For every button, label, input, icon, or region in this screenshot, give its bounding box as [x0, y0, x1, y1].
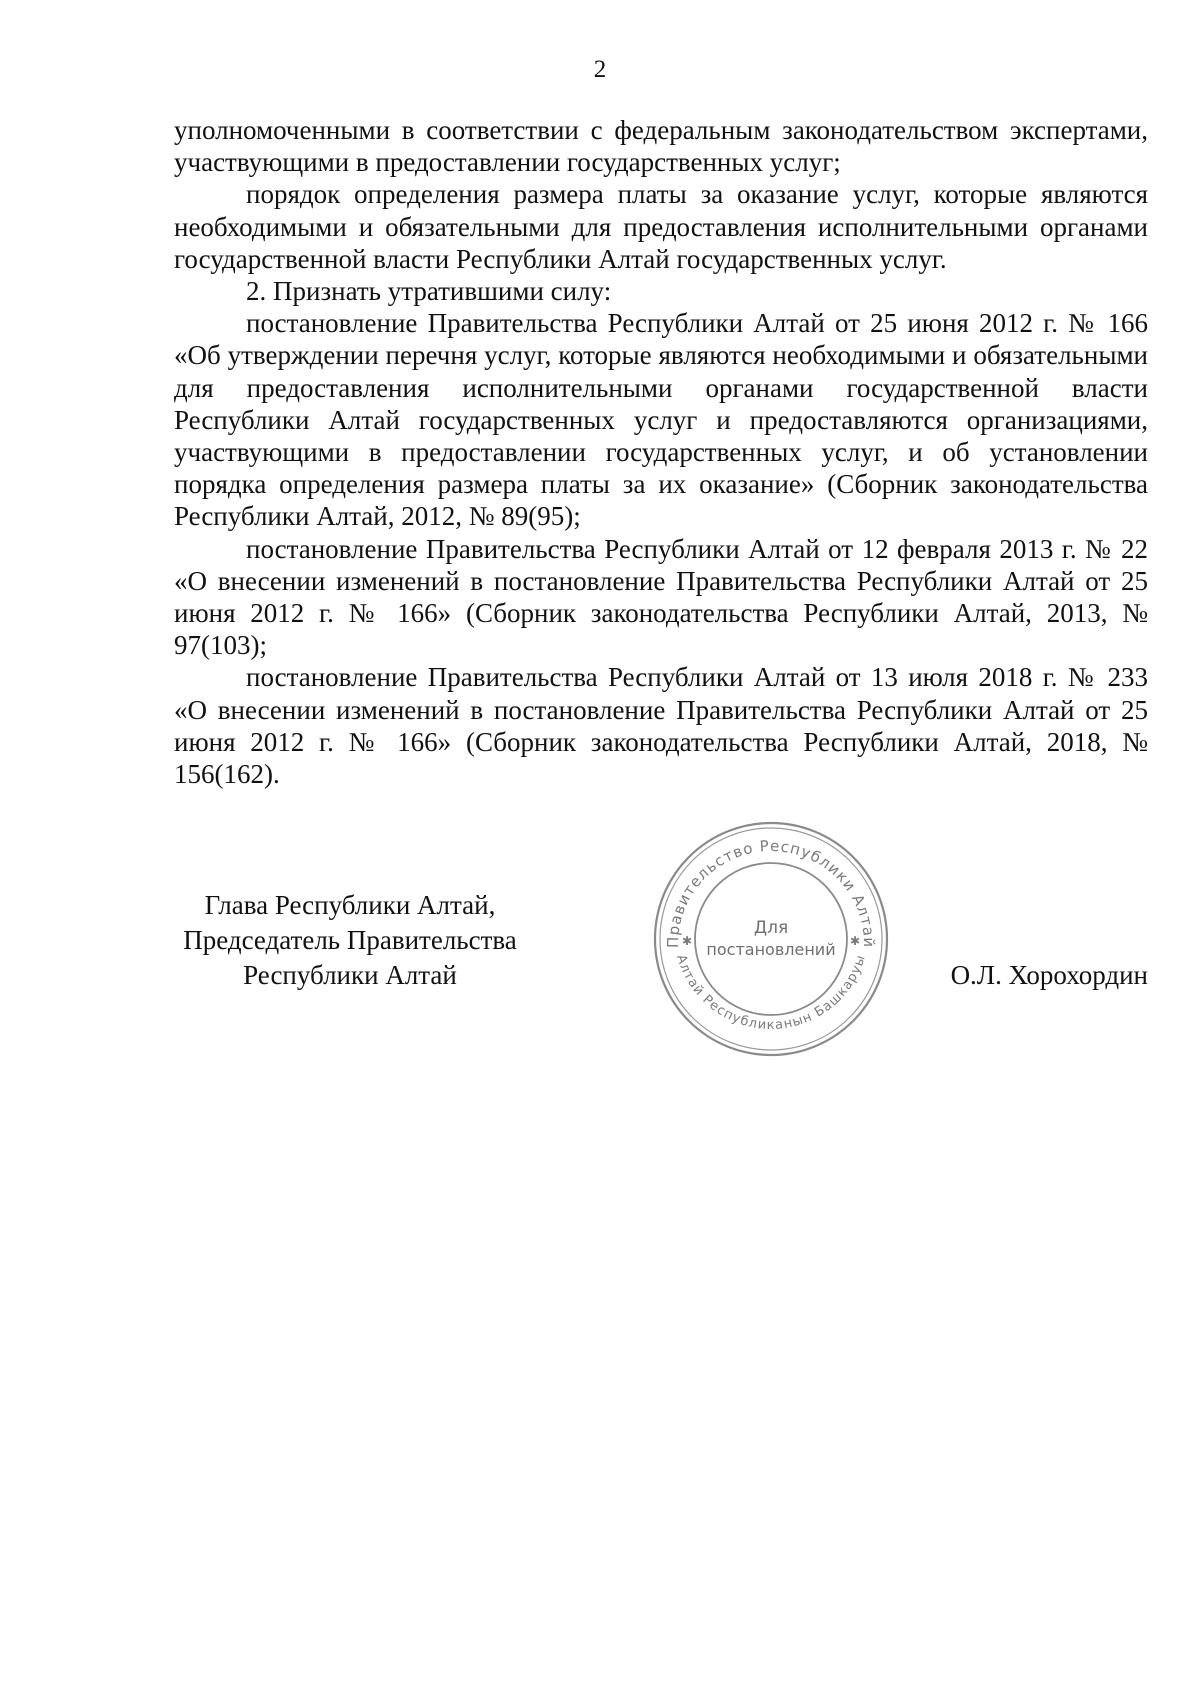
seal-outer-ring-inner	[660, 828, 882, 1050]
document-body	[174, 114, 1148, 790]
seal-graphic	[652, 820, 890, 1058]
signatory-title-line: Глава Республики Алтай,	[204, 890, 496, 920]
signatory-name: О.Л. Хорохордин	[950, 960, 1148, 990]
page-number: 2	[593, 56, 607, 83]
paragraph: 2. Признать утратившими силу:	[246, 276, 612, 307]
signatory-title	[160, 888, 540, 993]
paragraph: постановление Правительства Республики Алтай от 13 июля 2018 г. № 233 «О внесении изменений в постановление Правительства Республики Алтай от 25 июня 2012 г. № 166» (Сборник законодательства Республики Алтай, 2018, № 156(162).	[174, 662, 1148, 790]
paragraph: постановление Правительства Республики Алтай от 12 февраля 2013 г. № 22 «О внесении изменений в постановление Правительства Республики Алтай от 25 июня 2012 г. № 166» (Сборник законодательства Республики Алтай, 2013, № 97(103);	[174, 533, 1148, 661]
star-icon: ✱	[850, 934, 861, 948]
seal-inner-ring	[695, 863, 847, 1015]
paragraph: уполномоченными в соответствии с федеральным законодательством экспертами, участвующими в предоставлении государственных услуг;	[174, 115, 1148, 178]
paragraph: постановление Правительства Республики Алтай от 25 июня 2012 г. № 166 «Об утверждении перечня услуг, которые являются необходимыми и обязательными для предоставления исполнительными органами государственной власти Республики Алтай государственных услуг и предоставляются организациями, участвующими в предоставлении государственных услуг, и об установлении порядка определения размера платы за их оказание» (Сборник законодательства Республики Алтай, 2012, № 89(95);	[174, 308, 1148, 532]
official-seal	[652, 820, 890, 1058]
signatory-title-line: Республики Алтай	[243, 960, 457, 990]
star-icon: ✱	[682, 934, 693, 948]
seal-outer-text-top: Правительство Республики Алтай	[663, 836, 879, 949]
seal-center-line: постановлений	[706, 940, 836, 959]
paragraph: порядок определения размера платы за оказание услуг, которые являются необходимыми и обязательными для предоставления исполнительными органами государственной власти Республики Алтай государственных услуг.	[174, 179, 1148, 274]
signatory-title-line: Председатель Правительства	[183, 925, 517, 955]
seal-center-line: Для	[753, 918, 789, 938]
seal-outer-text-bottom: Алтай Республиканын Башкаруы	[673, 952, 869, 1033]
